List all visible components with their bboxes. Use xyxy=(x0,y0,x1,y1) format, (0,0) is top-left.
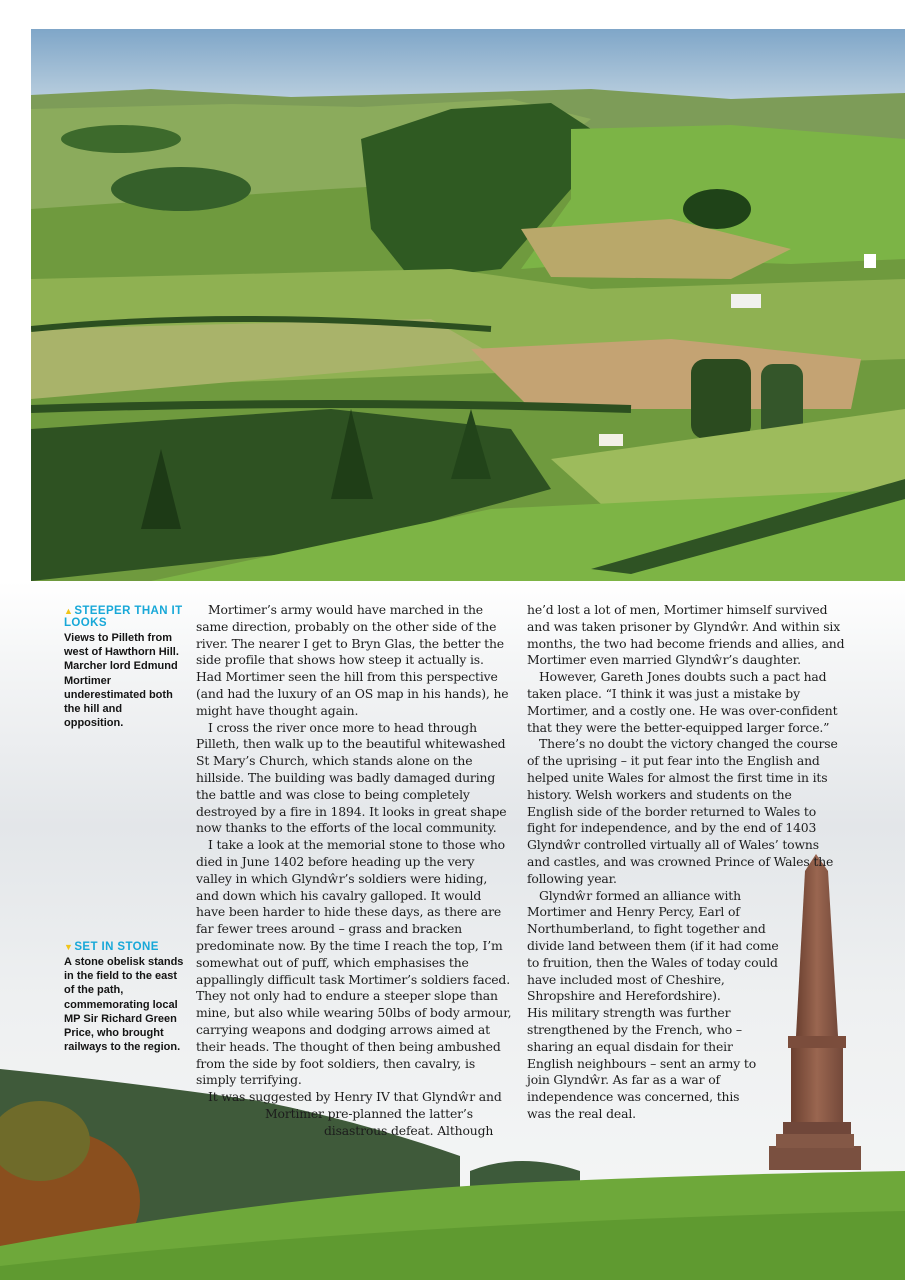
paragraph: I cross the river once more to head through Pilleth, then walk up to the beautiful whitewashed St Mary’s Church, which stands alone on the hillside. The building was badly damaged during the battle and was close to being completely destroyed by a fire in 1894. It looks in great shape now thanks to the efforts of the local community. xyxy=(196,719,507,836)
paragraph: Mortimer’s army would have marched in the same direction, probably on the other side of the river. The nearer I get to Bryn Glas, the better the side profile that shows how steep it actually is. Had Mortimer seen the hill from this perspective (and had the luxury of an OS map in his hands), he might have thought again. xyxy=(196,602,509,718)
paragraph: There’s no doubt the victory changed the course of the uprising – it put fear into the English and helped unite Wales for almost the first time in its history. Welsh workers and students on the English side of the border returned to Wales to fight for independence, and by the end of 1403 Glyndŵr controlled virtually all of Wales’ towns and castles, and was crowned Prince of Wales the following year. xyxy=(527,736,838,886)
triangle-up-icon: ▲ xyxy=(64,606,74,616)
article-column-1 xyxy=(196,602,512,1140)
paragraph-continued: Mortimer pre-planned the latter’s xyxy=(265,1105,473,1121)
paragraph: he’d lost a lot of men, Mortimer himself survived and was taken prisoner by Glyndŵr. And within six months, the two had become friends and allies, and Mortimer even married Glyndŵr’s daughter. xyxy=(527,602,845,668)
poplar-trees xyxy=(691,359,751,439)
field-hay xyxy=(31,319,501,399)
paragraph: I take a look at the memorial stone to those who died in June 1402 before heading up the very valley in which Glyndŵr’s soldiers were hiding, and down which his cavalry galloped. It would have been harder to hide these days, as there are far fewer trees around – grass and bracken predominate now. By the time I reach the top, I’m somewhat out of puff, which emphasises the appallingly difficult task Mortimer’s soldiers faced. They not only had to endure a steeper slope than mine, but also while wearing 50lbs of body armour, carrying weapons and dodging arrows aimed at their heads. The thought of then being ambushed from the side by foot soldiers, then cavalry, is simply terrifying. xyxy=(196,837,512,1088)
caption-body: Views to Pilleth from west of Hawthorn Hill. Marcher lord Edmund Mortimer underestimated both the hill and opposition. xyxy=(64,632,179,730)
house xyxy=(731,294,761,308)
tree-line xyxy=(111,167,251,211)
caption-steeper-than-it-looks xyxy=(64,605,184,730)
paragraph: However, Gareth Jones doubts such a pact had taken place. “I think it was just a mistake by Mortimer, and a costly one. He was over-confident that they were the better-equipped larger force.” xyxy=(527,669,838,735)
landscape-photo xyxy=(31,29,905,581)
house xyxy=(864,254,876,268)
landscape-photo-illustration xyxy=(31,29,905,581)
caption-title: ▲STEEPER THAN IT LOOKS xyxy=(64,605,183,629)
house xyxy=(599,434,623,446)
caption-title: ▼SET IN STONE xyxy=(64,941,159,953)
article-column-2 xyxy=(527,602,845,1123)
paragraph: Glyndŵr formed an alliance with Mortimer and Henry Percy, Earl of Northumberland, to fight together and divide land between them (if it had come to fruition, then the Wales of today could have included most of Cheshire, Shropshire and Herefordshire). xyxy=(527,887,779,1004)
paragraph: His military strength was further strengthened by the French, who – sharing an equal disdain for their English neighbours – sent an army to join Glyndŵr. As far as a war of independence was concerned, this was the real deal. xyxy=(527,1005,757,1121)
paragraph-continued: disastrous defeat. Although xyxy=(324,1122,494,1138)
tree-clump xyxy=(683,189,751,229)
tree-line xyxy=(61,125,181,153)
caption-body: A stone obelisk stands in the field to the east of the path, commemorating local MP Sir Richard Green Price, who brought railways to the region. xyxy=(64,956,184,1054)
hedgerow xyxy=(31,404,631,409)
paragraph: It was suggested by Henry IV that Glyndŵr and xyxy=(208,1089,502,1105)
caption-set-in-stone xyxy=(64,941,184,1054)
triangle-down-icon: ▼ xyxy=(64,942,74,952)
